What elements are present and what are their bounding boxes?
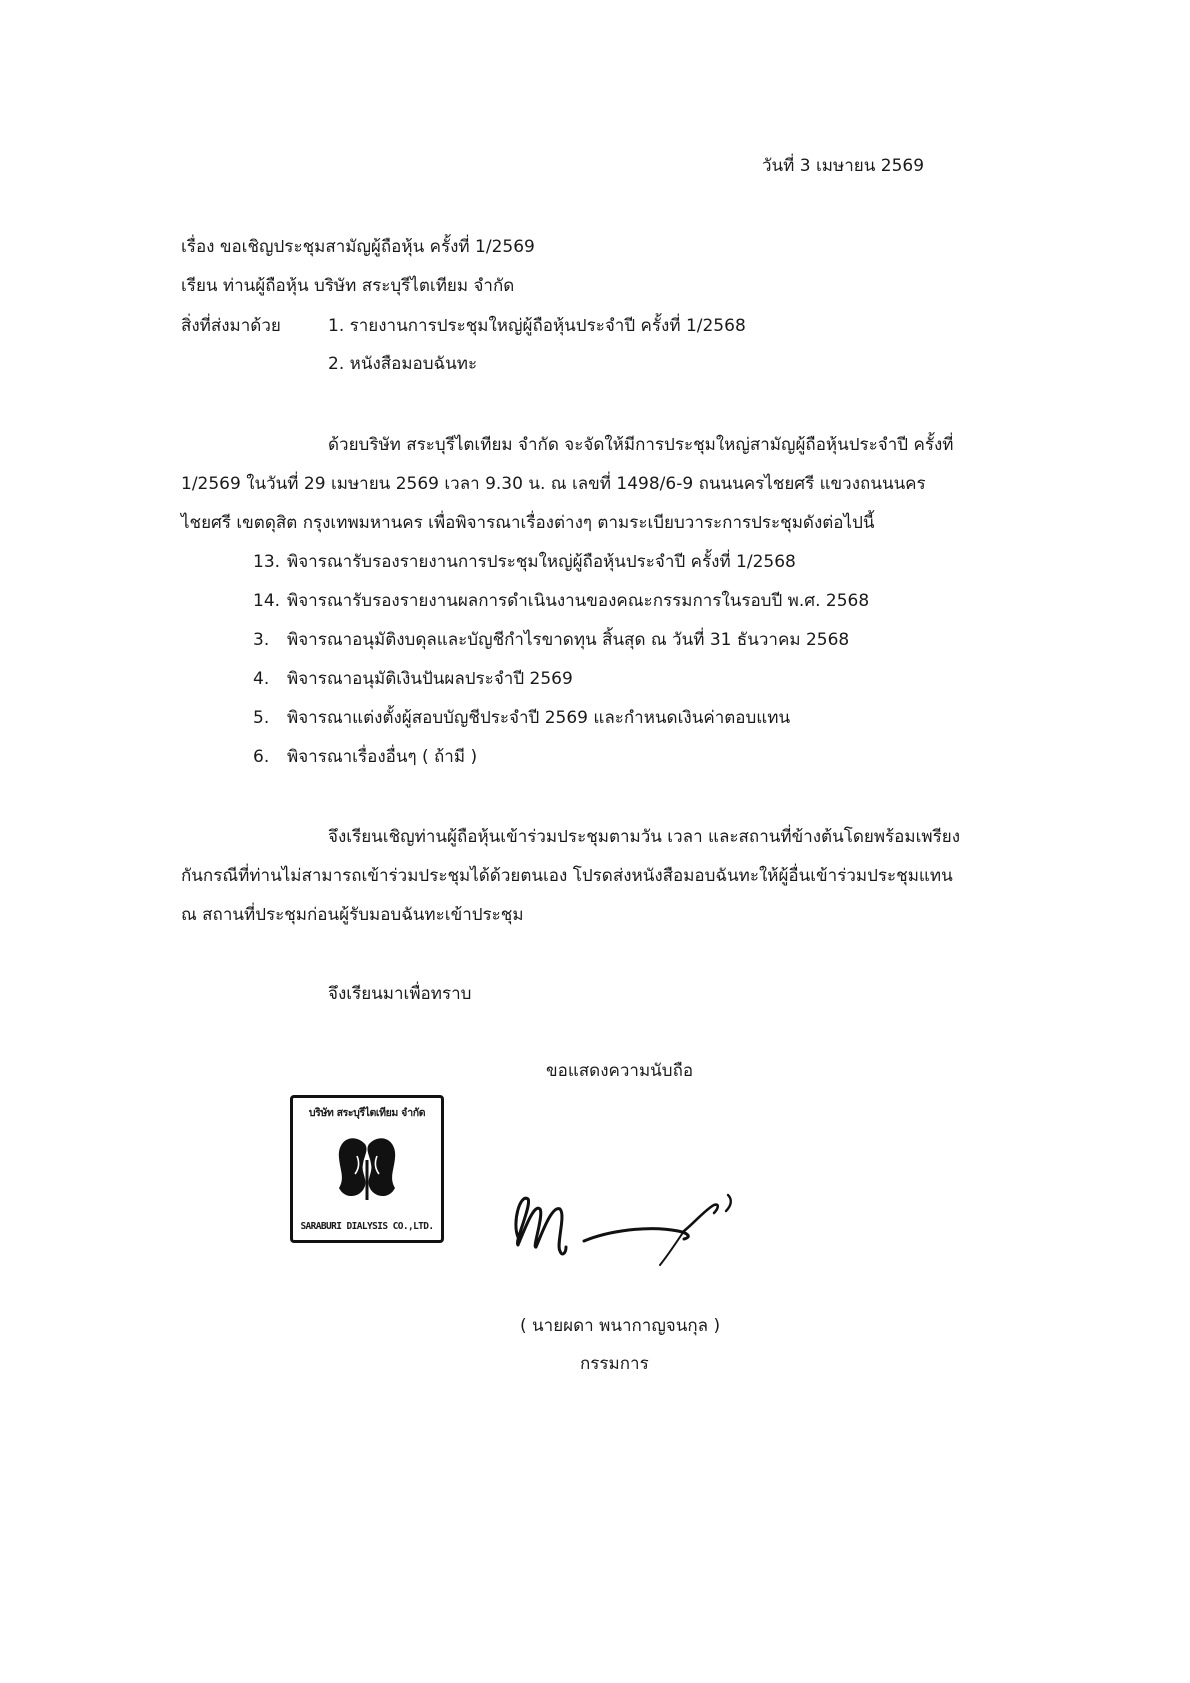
agenda-item	[253, 665, 573, 692]
kidney-logo-icon	[331, 1130, 403, 1202]
agenda-item	[253, 548, 796, 575]
agenda-number: 5.	[253, 708, 270, 728]
agenda-number: 4.	[253, 669, 270, 689]
subject-line: เรื่อง ขอเชิญประชุมสามัญผู้ถือหุ้น ครั้งที่ 1/2569	[181, 237, 535, 257]
enclosure-label: สิ่งที่ส่งมาด้วย	[181, 316, 281, 336]
agenda-text: พิจารณารับรองรายงานการประชุมใหญ่ผู้ถือหุ้นประจำปี ครั้งที่ 1/2568	[287, 552, 796, 572]
agenda-text: พิจารณารับรองรายงานผลการดำเนินงานของคณะกรรมการในรอบปี พ.ศ. 2568	[287, 591, 870, 611]
agenda-text: พิจารณาแต่งตั้งผู้สอบบัญชีประจำปี 2569 และกำหนดเงินค่าตอบแทน	[287, 708, 791, 728]
agenda-text: พิจารณาอนุมัติงบดุลและบัญชีกำไรขาดทุน สิ้นสุด ณ วันที่ 31 ธันวาคม 2568	[287, 630, 850, 650]
agenda-text: พิจารณาอนุมัติเงินปันผลประจำปี 2569	[287, 669, 573, 689]
signature-image	[488, 1165, 758, 1270]
signer-title: กรรมการ	[580, 1354, 649, 1374]
agenda-text: พิจารณาเรื่องอื่นๆ ( ถ้ามี )	[287, 747, 478, 767]
agenda-item	[253, 704, 790, 731]
body-paragraph-1-line: 1/2569 ในวันที่ 29 เมษายน 2569 เวลา 9.30 น. ณ เลขที่ 1498/6-9 ถนนนครไชยศรี แขวงถนนนคร	[181, 474, 926, 494]
agenda-number: 3.	[253, 630, 270, 650]
stamp-thai-name: บริษัท สระบุรีไตเทียม จำกัด	[308, 1107, 426, 1119]
stamp-english-name: SARABURI DIALYSIS CO.,LTD.	[300, 1221, 434, 1232]
body-paragraph-2-line: ณ สถานที่ประชุมก่อนผู้รับมอบฉันทะเข้าประชุม	[181, 905, 524, 925]
enclosure-item: 1. รายงานการประชุมใหญ่ผู้ถือหุ้นประจำปี ครั้งที่ 1/2568	[328, 316, 746, 336]
agenda-item	[253, 626, 849, 653]
body-paragraph-1-line: ด้วยบริษัท สระบุรีไตเทียม จำกัด จะจัดให้มีการประชุมใหญ่สามัญผู้ถือหุ้นประจำปี ครั้งที่	[328, 435, 954, 455]
agenda-item	[253, 587, 869, 614]
agenda-number: 6.	[253, 747, 270, 767]
agenda-item	[253, 743, 477, 770]
signer-name: ( นายผดา พนากาญจนกุล )	[520, 1316, 721, 1336]
body-paragraph-1-line: ไชยศรี เขตดุสิต กรุงเทพมหานคร เพื่อพิจารณาเรื่องต่างๆ ตามระเบียบวาระการประชุมดังต่อไปนี้	[181, 513, 875, 533]
agenda-number: 14.	[253, 591, 281, 611]
body-paragraph-2-line: จึงเรียนเชิญท่านผู้ถือหุ้นเข้าร่วมประชุมตามวัน เวลา และสถานที่ข้างต้นโดยพร้อมเพรียง	[328, 827, 960, 847]
closing-line: จึงเรียนมาเพื่อทราบ	[328, 984, 472, 1004]
regards-line: ขอแสดงความนับถือ	[546, 1061, 694, 1081]
letter-date: วันที่ 3 เมษายน 2569	[762, 156, 925, 176]
recipient-line: เรียน ท่านผู้ถือหุ้น บริษัท สระบุรีไตเทียม จำกัด	[181, 276, 515, 296]
body-paragraph-2-line: กันกรณีที่ท่านไม่สามารถเข้าร่วมประชุมได้ด้วยตนเอง โปรดส่งหนังสือมอบฉันทะให้ผู้อื่นเข้าร่วมประชุมแทน	[181, 866, 953, 886]
agenda-number: 13.	[253, 552, 281, 572]
company-stamp	[290, 1095, 444, 1243]
enclosure-item: 2. หนังสือมอบฉันทะ	[328, 354, 478, 374]
